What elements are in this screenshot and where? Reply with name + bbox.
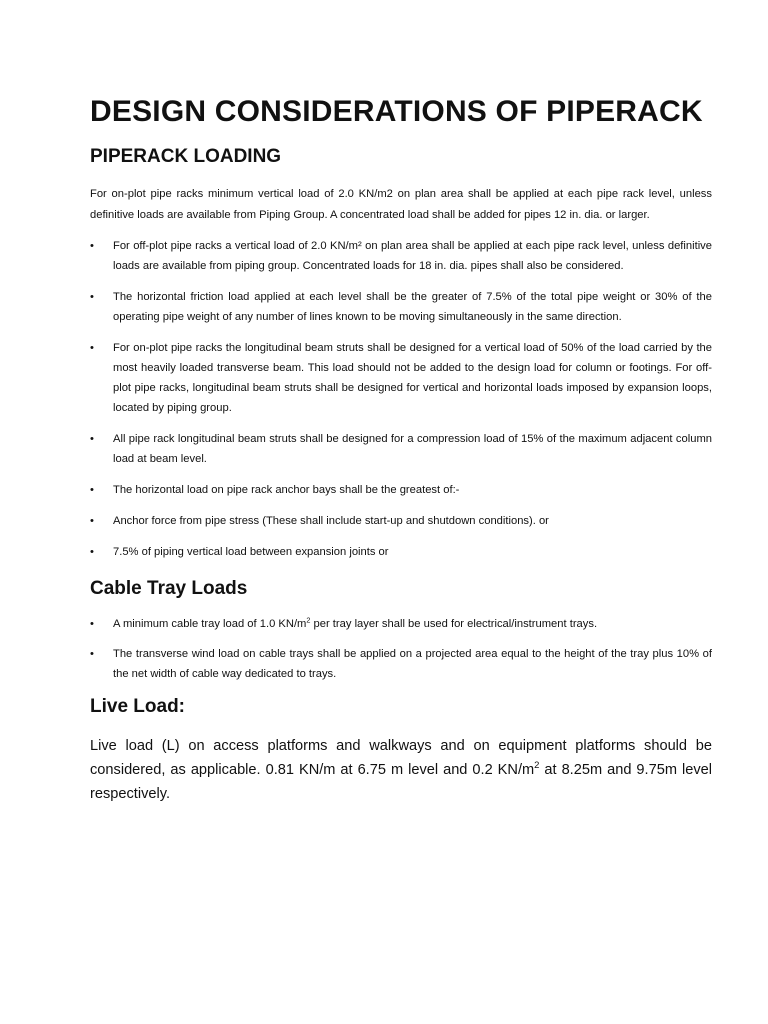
bullet-icon: •	[90, 515, 94, 527]
list-item-text: All pipe rack longitudinal beam struts shall be designed for a compression load of 15% of the maximum adjacent column load at beam level.	[113, 433, 712, 465]
list-item	[90, 644, 712, 684]
list-item	[90, 511, 712, 531]
bullet-icon: •	[90, 648, 94, 660]
list-item-text: The horizontal friction load applied at each level shall be the greater of 7.5% of the total pipe weight or 30% of the operating pipe weight of any number of lines known to be moving simultaneously in the same direction.	[113, 291, 712, 323]
superscript: 2	[534, 760, 540, 772]
superscript: 2	[306, 615, 311, 625]
list-item	[90, 429, 712, 469]
document-title: DESIGN CONSIDERATIONS OF PIPERACK	[90, 95, 703, 128]
piperack-loading-list	[90, 236, 712, 562]
live-load-paragraph: Live load (L) on access platforms and walkways and on equipment platforms should be considered, as applicable. 0.81 KN/m at 6.75 m level and 0.2 $KN/m^2$ at 8.25m and 9.75m level respectively.	[90, 738, 712, 802]
list-item	[90, 542, 712, 562]
list-item-text: For on-plot pipe racks the longitudinal beam struts shall be designed for a vertical load of 50% of the load carried by the most heavily loaded transverse beam. This load should not be added to the design load for column or footings. For off-plot pipe racks, longitudinal beam struts shall be designed for vertical and horizontal loads imposed by expansion loops, located by piping group.	[113, 342, 712, 414]
bullet-icon: •	[90, 240, 94, 252]
list-item-text: The horizontal load on pipe rack anchor bays shall be the greatest of:-	[113, 484, 460, 496]
bullet-icon: •	[90, 484, 94, 496]
list-item-text: The transverse wind load on cable trays shall be applied on a projected area equal to the height of the tray plus 10% of the net width of cable way dedicated to trays.	[113, 648, 712, 680]
list-item	[90, 287, 712, 327]
bullet-icon: •	[90, 291, 94, 303]
document-page	[90, 90, 712, 806]
list-item-text: For off-plot pipe racks a vertical load of 2.0 KN/m² on plan area shall be applied at each pipe rack level, unless definitive loads are available from piping group. Concentrated loads for 18 in. dia. pipes shall also be considered.	[113, 240, 712, 272]
section-heading-live-load: Live Load:	[90, 696, 186, 717]
list-item-text: 7.5% of piping vertical load between expansion joints or	[113, 546, 389, 558]
bullet-icon: •	[90, 546, 94, 558]
bullet-icon: •	[90, 342, 94, 354]
list-item	[90, 236, 712, 276]
list-item	[90, 614, 712, 634]
list-item-text: A minimum cable tray load of 1.0 $KN/m^2$ per tray layer shall be used for electrical/instrument trays.	[113, 615, 598, 630]
section-heading-piperack-loading: PIPERACK LOADING	[90, 146, 282, 167]
cable-tray-list	[90, 614, 712, 684]
bullet-icon: •	[90, 433, 94, 445]
list-item	[90, 338, 712, 418]
section-heading-cable-tray-loads: Cable Tray Loads	[90, 578, 248, 599]
intro-paragraph: For on-plot pipe racks minimum vertical load of 2.0 KN/m2 on plan area shall be applied at each pipe rack level, unless definitive loads are available from Piping Group. A concentrated load shall be added for pipes 12 in. dia. or larger.	[90, 188, 712, 221]
list-item-text: Anchor force from pipe stress (These shall include start-up and shutdown conditions). or	[113, 515, 549, 527]
list-item	[90, 480, 712, 500]
bullet-icon: •	[90, 618, 94, 630]
